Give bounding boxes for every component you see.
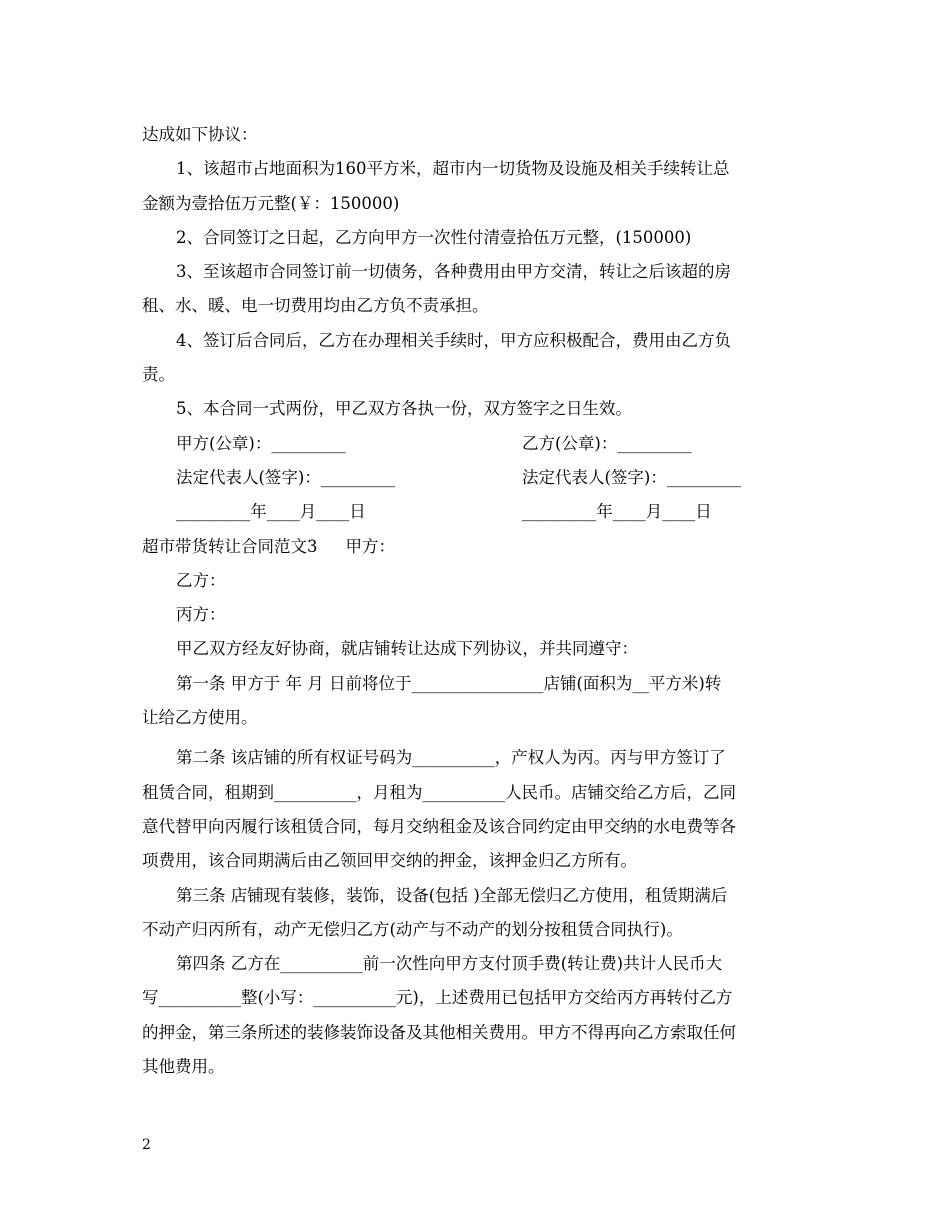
party-a-seal-field: 甲方(公章)：_________ [176, 433, 346, 453]
text-line: 租、水、暖、电一切费用均由乙方负不责承担。 [142, 296, 489, 316]
text-line: 其他费用。 [142, 1057, 225, 1077]
text-line: 的押金，第三条所述的装修装饰设备及其他相关费用。甲方不得再向乙方索取任何 [142, 1022, 736, 1042]
party-b-seal-field: 乙方(公章)：_________ [522, 433, 692, 453]
text-line: 1、该超市占地面积为160平方米，超市内一切货物及设施及相关手续转让总 [176, 159, 730, 179]
party-b-label: 乙方： [176, 570, 226, 590]
page-number: 2 [142, 1137, 151, 1153]
clause-3 [142, 255, 812, 324]
text-line: 金额为壹拾伍万元整(￥：150000) [142, 193, 400, 213]
party-a-rep-field: 法定代表人(签字)：_________ [176, 467, 396, 487]
text-line: 第一条 甲方于 年 月 日前将位于________________店铺(面积为__平方米)转 [176, 673, 722, 693]
text-line: 第三条 店铺现有装修，装饰，设备(包括 )全部无偿归乙方使用，租赁期满后 [176, 885, 728, 905]
signature-seal-row [142, 427, 812, 461]
section-3-title: 超市带货转让合同范文3 [142, 536, 318, 556]
party-a-label: 甲方： [345, 536, 395, 556]
text-line: 5、本合同一式两份，甲乙双方各执一份，双方签字之日生效。 [176, 399, 632, 419]
party-b-line [142, 564, 812, 598]
signature-date-row [142, 495, 812, 529]
article-3 [142, 879, 812, 948]
document-body [142, 118, 812, 1084]
party-c-label: 丙方： [176, 605, 226, 625]
text-line: 让给乙方使用。 [142, 708, 258, 728]
text-line: 甲乙双方经友好协商，就店铺转让达成下列协议，并共同遵守： [176, 639, 638, 659]
agreement-intro [142, 118, 812, 152]
text-line: 责。 [142, 365, 175, 385]
text-line: 不动产归丙所有，动产无偿归乙方(动产与不动产的划分按租赁合同执行)。 [142, 919, 683, 939]
text-line: 2、合同签订之日起，乙方向甲方一次性付清壹拾伍万元整，(150000) [176, 227, 692, 247]
preamble [142, 632, 812, 666]
text-line: 第二条 该店铺的所有权证号码为__________，产权人为丙。丙与甲方签订了 [176, 748, 726, 768]
text-line: 4、签订后合同后，乙方在办理相关手续时，甲方应积极配合，费用由乙方负 [176, 330, 731, 350]
text-line: 租赁合同，租期到__________，月租为__________人民币。店铺交给乙方后，乙同 [142, 782, 736, 802]
party-a-date-field: _________年____月____日 [176, 502, 366, 522]
party-b-rep-field: 法定代表人(签字)：_________ [522, 467, 742, 487]
article-2 [142, 741, 812, 878]
article-1 [142, 667, 812, 736]
clause-2 [142, 221, 812, 255]
article-4 [142, 947, 812, 1084]
section-3-header [142, 530, 812, 564]
clause-1 [142, 152, 812, 221]
text-line: 第四条 乙方在__________前一次性向甲方支付顶手费(转让费)共计人民币大 [176, 954, 723, 974]
text-line: 意代替甲向丙履行该租赁合同，每月交纳租金及该合同约定由甲交纳的水电费等各 [142, 816, 736, 836]
party-c-line [142, 598, 812, 632]
clause-5 [142, 392, 812, 426]
text-line: 3、至该超市合同签订前一切债务，各种费用由甲方交清，转让之后该超的房 [176, 262, 731, 282]
party-b-date-field: _________年____月____日 [522, 502, 712, 522]
text-line: 达成如下协议： [142, 125, 258, 144]
signature-rep-row [142, 461, 812, 495]
clause-4 [142, 324, 812, 393]
text-line: 写__________整(小写：__________元)，上述费用已包括甲方交给丙方再转付乙方 [142, 988, 733, 1008]
text-line: 项费用，该合同期满后由乙领回甲交纳的押金，该押金归乙方所有。 [142, 851, 637, 871]
